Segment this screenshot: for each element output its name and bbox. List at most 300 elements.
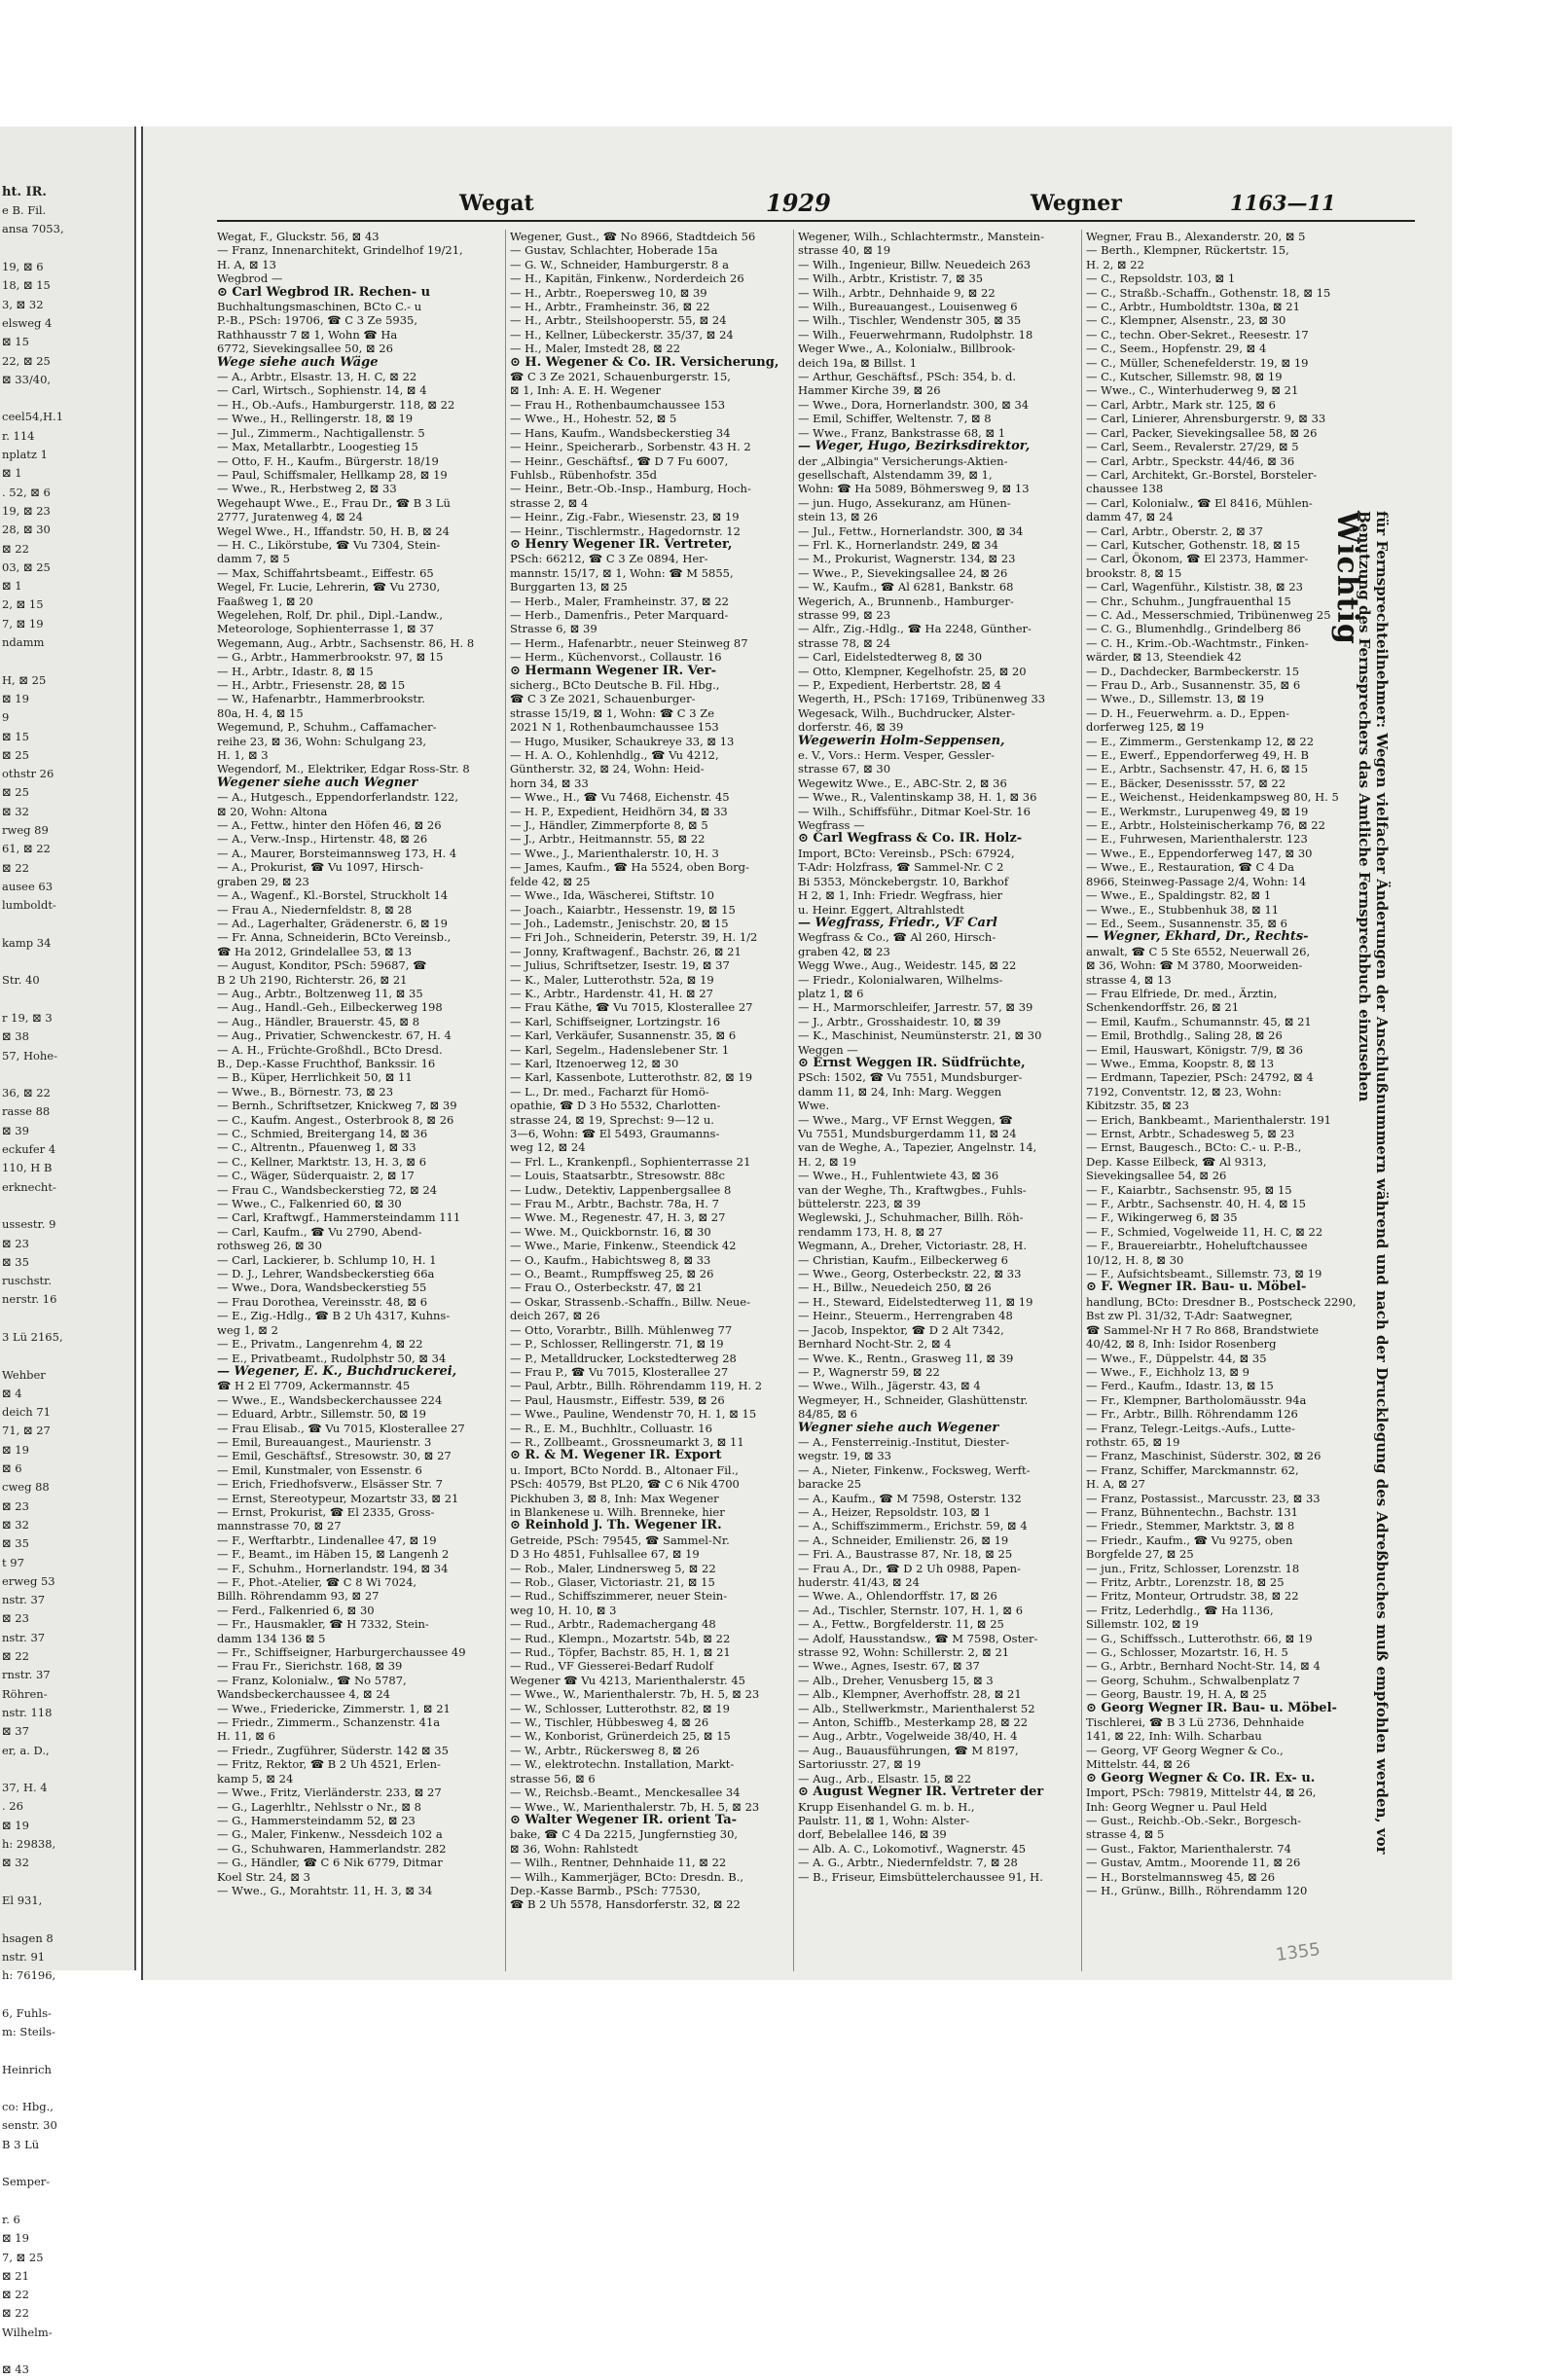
directory-entry-line: PSch: 40579, Bst PL20, ☎ C 6 Nik 4700	[510, 1477, 740, 1492]
directory-entry-line: der „Albingia" Versicherungs-Aktien-	[798, 453, 1008, 468]
directory-entry-line: ⊙ Reinhold J. Th. Wegener IR.	[510, 1518, 722, 1533]
directory-entry-line: — G., Schlosser, Mozartstr. 16, H. 5	[1086, 1645, 1288, 1660]
fragment-line	[0, 2041, 134, 2060]
directory-entry-line: — Louis, Staatsarbtr., Stresowstr. 88c	[510, 1169, 725, 1183]
directory-entry-line: — Otto, Klempner, Kegelhofstr. 25, ⊠ 20	[798, 664, 1027, 678]
directory-entry-line: — Julius, Schriftsetzer, Isestr. 19, ⊠ 37	[510, 958, 730, 973]
fragment-line: erweg 53	[2, 1573, 55, 1588]
directory-entry-line: strasse 78, ⊠ 24	[798, 635, 891, 650]
directory-entry-line: Schenkendorffstr. 26, ⊠ 21	[1086, 1000, 1240, 1015]
directory-entry-line: — F., Schmied, Vogelweide 11, H. C, ⊠ 22	[1086, 1224, 1323, 1239]
notice-text: für Fernsprechteilnehmer: Wegen vielfacher Änderungen der Anschlußnummern während und nach der Drucklegung des Adreßbuches muß empfohlen werden, vor Benutzung des Fernsprechers das Amtliche Fernsprechbuch einzusehen	[1356, 511, 1391, 1855]
directory-entry-line: — Ferd., Kaufm., Idastr. 13, ⊠ 15	[1086, 1379, 1274, 1393]
directory-entry-line: — E., Arbtr., Holsteinischerkamp 76, ⊠ 22	[1086, 818, 1325, 833]
fragment-line	[0, 239, 134, 258]
directory-entry-line: — Carl, Seem., Revalerstr. 27/29, ⊠ 5	[1086, 440, 1299, 454]
directory-entry-line: — Otto, Vorarbtr., Billh. Mühlenweg 77	[510, 1322, 733, 1337]
directory-entry-line: kamp 5, ⊠ 24	[217, 1771, 294, 1785]
directory-entry-line: dorferweg 125, ⊠ 19	[1086, 720, 1205, 735]
directory-entry-line: — Wilh., Kammerjäger, BCto: Dresdn. B.,	[510, 1869, 744, 1884]
directory-entry-line: Wwe.	[798, 1099, 830, 1113]
directory-entry-line: Meteorologe, Sophienterrasse 1, ⊠ 37	[217, 622, 434, 636]
directory-entry-line: — Wwe., W., Marienthalerstr. 7b, H. 5, ⊠ 23	[510, 1687, 760, 1702]
fragment-line: ⊠ 38	[2, 1029, 29, 1044]
directory-entry-line: ⊙ Henry Wegener IR. Vertreter,	[510, 536, 733, 552]
directory-entry-line: sicherg., BCto Deutsche B. Fil. Hbg.,	[510, 678, 720, 692]
directory-entry-line: — Georg, Schuhm., Schwalbenplatz 7	[1086, 1673, 1300, 1687]
directory-entry-line: — G., Schuhwaren, Hammerlandstr. 282	[217, 1841, 447, 1856]
directory-entry-line: H 2, ⊠ 1, Inh: Friedr. Wegfrass, hier	[798, 888, 1003, 903]
fragment-line: ⊠ 43	[2, 2362, 29, 2377]
fragment-line: ⊠ 33/40,	[2, 372, 52, 386]
directory-entry-line: — P., Metalldrucker, Lockstedterweg 28	[510, 1351, 737, 1365]
directory-entry-line: — H., Marmorschleifer, Jarrestr. 57, ⊠ 39	[798, 1000, 1033, 1015]
directory-entry-line: ☎ H 2 El 7709, Ackermannstr. 45	[217, 1379, 411, 1393]
directory-entry-line: — Jul., Fettw., Hornerlandstr. 300, ⊠ 34	[798, 523, 1024, 538]
fragment-line: cweg 88	[2, 1480, 50, 1495]
directory-entry-line: — K., Arbtr., Hardenstr. 41, H. ⊠ 27	[510, 986, 713, 1000]
directory-entry-line: — Wilh., Ingenieur, Billw. Neuedeich 263	[798, 257, 1032, 271]
directory-entry-line: — C., Schmied, Breitergang 14, ⊠ 36	[217, 1127, 428, 1140]
directory-entry-line: — H., Arbtr., Framheinstr. 36, ⊠ 22	[510, 300, 710, 314]
directory-entry-line: Weggen —	[798, 1042, 858, 1057]
fragment-line	[0, 1347, 134, 1365]
fragment-line: ⊠ 19	[2, 1818, 29, 1832]
directory-entry-line: — Friedr., Kolonialwaren, Wilhelms-	[798, 972, 1003, 987]
directory-entry-line: Wandsbeckerchaussee 4, ⊠ 24	[217, 1687, 390, 1702]
directory-entry-line: — A., Prokurist, ☎ Vu 1097, Hirsch-	[217, 860, 423, 875]
directory-entry-line: — Carl, Arbtr., Speckstr. 44/46, ⊠ 36	[1086, 453, 1295, 468]
fragment-line: ⊠ 19	[2, 691, 29, 705]
directory-page	[141, 126, 1452, 1980]
directory-entry-line: — Wwe., Marg., ⅤF Ernst Weggen, ☎	[798, 1112, 1013, 1127]
fragment-line: ⊠ 22	[2, 541, 29, 556]
directory-entry-line: — G., Schiffssch., Lutterothstr. 66, ⊠ 19	[1086, 1631, 1313, 1645]
directory-entry-line: Wegel Wwe., H., Iffandstr. 50, H. B, ⊠ 24	[217, 523, 450, 538]
directory-entry-line: — L., Dr. med., Facharzt für Homö-	[510, 1084, 709, 1099]
fragment-line: ⊠ 21	[2, 2268, 29, 2283]
directory-entry-line: — Wwe., H., Rellingerstr. 18, ⊠ 19	[217, 412, 414, 426]
fragment-line: lumboldt-	[2, 898, 56, 913]
directory-entry-line: — Wwe., F., Eichholz 13, ⊠ 9	[1086, 1364, 1249, 1379]
directory-entry-line: — Wwe., Marie, Finkenw., Steendick 42	[510, 1239, 737, 1253]
fragment-line: 57, Hohe-	[2, 1048, 57, 1063]
directory-entry-line: ⊙ August Wegner IR. Vertreter der	[798, 1785, 1044, 1800]
directory-entry-line: Bst zw Pl. 31/32, T-Adr: Saatwegner,	[1086, 1309, 1293, 1323]
fragment-line	[0, 164, 134, 183]
fragment-line: ⊠ 23	[2, 1498, 29, 1513]
directory-entry-line: ⊠ 36, Wohn: ☎ M 3780, Moorweiden-	[1086, 958, 1303, 973]
directory-entry-line: ⊠ 1, Inh: A. E. H. Wegener	[510, 383, 662, 398]
fragment-line: ⊠ 25	[2, 747, 29, 762]
directory-entry-line: ⊙ H. Wegener & Co. IR. Versicherung,	[510, 354, 779, 370]
fragment-line: ⊠ 6	[2, 1461, 22, 1476]
directory-entry-line: — P., Schlosser, Rellingerstr. 71, ⊠ 19	[510, 1337, 724, 1352]
directory-entry-line: — Max, Schiffahrtsbeamt., Eiffestr. 65	[217, 565, 434, 580]
directory-entry-line: — W., Schlosser, Lutterothstr. 82, ⊠ 19	[510, 1701, 730, 1715]
fragment-line: hsagen 8	[2, 1930, 54, 1945]
fragment-line: ⊠ 15	[2, 729, 29, 743]
directory-entry-line: — G., Lagerhltr., Nehlsstr o Nr., ⊠ 8	[217, 1799, 421, 1814]
directory-entry-line: ⊠ 20, Wohn: Altona	[217, 804, 328, 818]
directory-entry-line: Getreide, PSch: 79545, ☎ Sammel-Nr.	[510, 1533, 730, 1547]
directory-entry-line: — Heinr., Geschäftsf., ☎ D 7 Fu 6007,	[510, 453, 729, 468]
directory-entry-line: — Fr. Anna, Schneiderin, BCto Vereinsb.,	[217, 930, 452, 945]
directory-entry-line: weg 12, ⊠ 24	[510, 1140, 586, 1155]
directory-entry-line: Wegehaupt Wwe., E., Frau Dr., ☎ B 3 Lü	[217, 495, 451, 510]
directory-entry-line: stein 13, ⊠ 26	[798, 510, 878, 524]
directory-entry-line: — Frau Elisab., ☎ Vu 7015, Klosterallee 27	[217, 1421, 465, 1435]
directory-entry-line: — Wwe. K., Rentn., Grasweg 11, ⊠ 39	[798, 1351, 1014, 1365]
directory-entry-line: — Frau H., Rothenbaumchaussee 153	[510, 397, 726, 412]
directory-entry-line: — Rud., Schiffszimmerer, neuer Stein-	[510, 1589, 728, 1604]
fragment-line	[0, 2154, 134, 2173]
directory-entry-line: — Wwe. M., Regenestr. 47, H. 3, ⊠ 27	[510, 1210, 726, 1225]
directory-entry-line: — F., Wikingerweg 6, ⊠ 35	[1086, 1210, 1238, 1225]
directory-entry-line: — Carl, Ökonom, ☎ El 2373, Hammer-	[1086, 552, 1309, 566]
fragment-line: 3 Lü 2165,	[2, 1330, 63, 1344]
directory-entry-line: — Otto, F. H., Kaufm., Bürgerstr. 18/19	[217, 453, 439, 468]
directory-entry-line: — Gustav, Schlachter, Hoberade 15a	[510, 243, 718, 258]
directory-entry-line: — Rob., Maler, Lindnersweg 5, ⊠ 22	[510, 1561, 716, 1575]
fragment-line: 28, ⊠ 30	[2, 523, 51, 537]
directory-entry-line: rendamm 173, H. 8, ⊠ 27	[798, 1224, 943, 1239]
directory-entry-line: — J., Arbtr., Grosshaidestr. 10, ⊠ 39	[798, 1014, 1001, 1028]
directory-entry-line: ⊙ Georg Wegner & Co. IR. Ex- u.	[1086, 1770, 1316, 1785]
fragment-line	[0, 1065, 134, 1084]
directory-entry-line: van der Weghe, Th., Kraftwgbes., Fuhls-	[798, 1182, 1027, 1197]
fragment-line: nerstr. 16	[2, 1292, 57, 1307]
directory-entry-line: — Carl, Packer, Sievekingsallee 58, ⊠ 26	[1086, 425, 1318, 440]
directory-entry-line: — Ernst, Arbtr., Schadesweg 5, ⊠ 23	[1086, 1127, 1295, 1140]
fragment-line	[0, 915, 134, 933]
directory-entry-line: Wegener ☎ Vu 4213, Marienthalerstr. 45	[510, 1673, 745, 1687]
directory-entry-line: Strasse 6, ⊠ 39	[510, 622, 597, 636]
directory-entry-line: — A., Schneider, Emilienstr. 26, ⊠ 19	[798, 1533, 1009, 1547]
directory-entry-line: Wegener, Wilh., Schlachtermstr., Manstein-	[798, 230, 1044, 243]
directory-entry-line: 6772, Sievekingsallee 50, ⊠ 26	[217, 342, 393, 356]
fragment-line: r. 114	[2, 428, 35, 443]
fragment-line: rnstr. 37	[2, 1668, 51, 1682]
adjacent-page-fragment	[0, 126, 136, 2377]
directory-entry-line: — Karl, Kassenbote, Lutterothstr. 82, ⊠ 19	[510, 1070, 753, 1085]
directory-entry-line: u. Import, BCto Nordd. B., Altonaer Fil.,	[510, 1462, 739, 1477]
directory-entry-line: — Wwe., E., Restauration, ☎ C 4 Da	[1086, 860, 1294, 875]
directory-entry-line: — Gust., Reichb.-Ob.-Sekr., Borgesch-	[1086, 1813, 1301, 1827]
directory-entry-line: — Wwe., J., Marienthalerstr. 10, H. 3	[510, 846, 719, 860]
directory-entry-line: — James, Kaufm., ☎ Ha 5524, oben Borg-	[510, 860, 749, 875]
directory-entry-line: strasse 56, ⊠ 6	[510, 1771, 596, 1785]
directory-entry-line: H. A, ⊠ 13	[217, 257, 276, 271]
directory-entry-line: — Ed., Seem., Susannenstr. 35, ⊠ 6	[1086, 916, 1287, 930]
directory-entry-line: bake, ☎ C 4 Da 2215, Jungfernstieg 30,	[510, 1827, 739, 1842]
fragment-line: nstr. 91	[2, 1949, 46, 1964]
directory-entry-line: — C., Altrentn., Pfauenweg 1, ⊠ 33	[217, 1140, 416, 1155]
directory-entry-line: — C., Wäger, Süderquaistr. 2, ⊠ 17	[217, 1169, 415, 1183]
directory-entry-line: — Carl, Kutscher, Gothenstr. 18, ⊠ 15	[1086, 537, 1301, 552]
directory-entry-line: — Aug., Handl.-Geh., Eilbeckerweg 198	[217, 1000, 443, 1015]
directory-entry-line: — Emil, Brothdlg., Saling 28, ⊠ 26	[1086, 1028, 1283, 1043]
fragment-line	[0, 389, 134, 408]
directory-entry-line: — Wilh., Feuerwehrmann, Rudolphstr. 18	[798, 327, 1033, 342]
directory-entry-line: 7192, Conventstr. 12, ⊠ 23, Wohn:	[1086, 1084, 1282, 1099]
directory-entry-line: — Wwe., B., Börnestr. 73, ⊠ 23	[217, 1084, 394, 1099]
directory-entry-line: — C., Müller, Schenefelderstr. 19, ⊠ 19	[1086, 355, 1309, 370]
directory-entry-line: mannstr. 15/17, ⊠ 1, Wohn: ☎ M 5855,	[510, 565, 734, 580]
header-last-entry: Wegner	[1031, 191, 1122, 216]
directory-entry-line: Burggarten 13, ⊠ 25	[510, 580, 628, 595]
directory-entry-line: — Georg, Baustr. 19, H. A, ⊠ 25	[1086, 1687, 1267, 1702]
directory-entry-line: Wegfrass & Co., ☎ Al 260, Hirsch-	[798, 930, 996, 945]
directory-entry-line: — jun. Hugo, Assekuranz, am Hünen-	[798, 495, 1011, 510]
fragment-line	[0, 2079, 134, 2098]
fragment-line: r. 6	[2, 2212, 20, 2226]
directory-entry-line: — C., Kellner, Marktstr. 13, H. 3, ⊠ 6	[217, 1154, 427, 1169]
directory-entry-line: Wegewitz Wwe., E., ABC-Str. 2, ⊠ 36	[798, 775, 1007, 790]
fragment-line: ⊠ 19	[2, 1442, 29, 1457]
directory-entry-line: ⊙ Hermann Wegener IR. Ver-	[510, 663, 717, 678]
directory-entry-line: — Heinr., Tischlermstr., Hagedornstr. 12	[510, 523, 741, 538]
fragment-line: 22, ⊠ 25	[2, 353, 51, 368]
directory-entry-line: — Fr., Schiffseigner, Harburgerchaussee 49	[217, 1645, 466, 1660]
page-number: 1163—11	[1230, 191, 1336, 215]
directory-column-2	[505, 230, 792, 1971]
fragment-line: Wehber	[2, 1367, 46, 1382]
directory-entry-line: — Rud., Arbtr., Rademachergang 48	[510, 1617, 716, 1632]
directory-entry-line: — Berth., Klempner, Rückertstr. 15,	[1086, 243, 1289, 258]
fragment-line: ⊠ 35	[2, 1536, 29, 1551]
fragment-line: ausee 63	[2, 879, 54, 893]
fragment-line: co: Hbg.,	[2, 2100, 54, 2114]
fragment-line: ⊠ 1	[2, 466, 22, 481]
directory-entry-line: baracke 25	[798, 1477, 862, 1492]
fragment-line: eckufer 4	[2, 1142, 56, 1157]
directory-entry-line: — A., Schiffszimmerm., Erichstr. 59, ⊠ 4	[798, 1519, 1028, 1533]
directory-entry-line: — Friedr., Zugführer, Süderstr. 142 ⊠ 35	[217, 1743, 449, 1757]
directory-entry-line: dorf, Bebelallee 146, ⊠ 39	[798, 1827, 947, 1842]
fragment-line: ⊠ 25	[2, 785, 29, 800]
directory-entry-line: Wegendorf, M., Elektriker, Edgar Ross-Str. 8	[217, 762, 470, 776]
directory-entry-line: strasse 24, ⊠ 19, Sprechst: 9—12 u.	[510, 1112, 714, 1127]
page-header	[143, 126, 1452, 224]
directory-entry-line: — W., elektrotechn. Installation, Markt-	[510, 1757, 735, 1772]
directory-entry-line: — Jul., Zimmerm., Nachtigallenstr. 5	[217, 425, 425, 440]
directory-entry-line: — August, Konditor, PSch: 59687, ☎	[217, 958, 427, 973]
directory-entry-line: — Emil, Kaufm., Schumannstr. 45, ⊠ 21	[1086, 1014, 1312, 1028]
directory-entry-line: — Hans, Kaufm., Wandsbeckerstieg 34	[510, 425, 731, 440]
directory-column-1	[217, 230, 499, 1971]
fragment-line: r 19, ⊠ 3	[2, 1010, 53, 1025]
directory-entry-line: — Ferd., Falkenried 6, ⊠ 30	[217, 1603, 375, 1617]
directory-entry-line: — E., Bäcker, Desenissstr. 57, ⊠ 22	[1086, 775, 1286, 790]
directory-entry-line: strasse 2, ⊠ 4	[510, 495, 589, 510]
fragment-line: ⊠ 23	[2, 1236, 29, 1250]
directory-entry-line: — Jacob, Inspektor, ☎ D 2 Alt 7342,	[798, 1322, 1004, 1337]
directory-entry-line: — Ernst, Stereotypeur, Mozartstr 33, ⊠ 21	[217, 1491, 459, 1505]
directory-entry-line: — G., Händler, ☎ C 6 Nik 6779, Ditmar	[217, 1856, 443, 1870]
directory-entry-line: — Carl, Eidelstedterweg 8, ⊠ 30	[798, 650, 983, 665]
fragment-line: erknecht-	[2, 1179, 56, 1194]
directory-entry-line: — E., Zimmerm., Gerstenkamp 12, ⊠ 22	[1086, 734, 1315, 748]
directory-entry-line: handlung, BCto: Dresdner B., Postscheck 2290,	[1086, 1294, 1357, 1309]
directory-entry-line: Wegerich, A., Brunnenb., Hamburger-	[798, 594, 1014, 608]
directory-entry-line: — Wwe., F., Düppelstr. 44, ⊠ 35	[1086, 1351, 1267, 1365]
directory-entry-line: ⊠ 36, Wohn: Rahlstedt	[510, 1841, 638, 1856]
directory-entry-line: — E., Privatm., Langenrehm 4, ⊠ 22	[217, 1337, 423, 1352]
directory-entry-line: Sievekingsallee 54, ⊠ 26	[1086, 1169, 1227, 1183]
fragment-line: 19, ⊠ 23	[2, 503, 51, 518]
directory-entry-line: — D. H., Feuerwehrm. a. D., Eppen-	[1086, 705, 1290, 720]
directory-entry-line: — A. H., Früchte-Großhdl., BCto Dresd.	[217, 1042, 443, 1057]
directory-entry-line: — B., Küper, Herrlichkeit 50, ⊠ 11	[217, 1070, 413, 1085]
directory-entry-line: Wegner, Frau B., Alexanderstr. 20, ⊠ 5	[1086, 230, 1306, 243]
directory-entry-line: — Paul, Schiffsmaler, Hellkamp 28, ⊠ 19	[217, 467, 448, 482]
header-first-entry: Wegat	[459, 191, 534, 216]
header-rule	[217, 220, 1415, 222]
directory-entry-line: — Rud., Töpfer, Bachstr. 85, H. 1, ⊠ 21	[510, 1645, 731, 1660]
directory-entry-line: — Gust., Faktor, Marienthalerstr. 74	[1086, 1841, 1291, 1856]
directory-entry-line: — H., Ob.-Aufs., Hamburgerstr. 118, ⊠ 22	[217, 397, 455, 412]
directory-entry-line: — Aug., Arb., Elsastr. 15, ⊠ 22	[798, 1771, 972, 1785]
directory-entry-line: — Ad., Tischler, Sternstr. 107, H. 1, ⊠ 6	[798, 1603, 1024, 1617]
directory-entry-line: — F., Schuhm., Hornerlandstr. 194, ⊠ 34	[217, 1561, 449, 1575]
directory-entry-line: — H., Grünw., Billh., Röhrendamm 120	[1086, 1883, 1308, 1897]
directory-entry-line: Inh: Georg Wegner u. Paul Held	[1086, 1799, 1268, 1814]
directory-entry-line: — Wwe., G., Morahtstr. 11, H. 3, ⊠ 34	[217, 1883, 433, 1897]
fragment-line: 19, ⊠ 6	[2, 260, 44, 274]
fragment-line: ⊠ 4	[2, 1386, 22, 1400]
directory-entry-line: — W., Kaufm., ☎ Al 6281, Bankstr. 68	[798, 580, 1014, 595]
directory-entry-line: Kibitzstr. 35, ⊠ 23	[1086, 1099, 1189, 1113]
directory-entry-line: — Fritz, Rektor, ☎ B 2 Uh 4521, Erlen-	[217, 1757, 441, 1772]
directory-entry-line: Dep.-Kasse Barmb., PSch: 77530,	[510, 1883, 701, 1897]
directory-entry-line: Fuhlsb., Rübenhofstr. 35d	[510, 467, 657, 482]
directory-entry-line: — C., Straßb.-Schaffn., Gothenstr. 18, ⊠ 15	[1086, 285, 1331, 300]
directory-entry-line: — H., Kellner, Lübeckerstr. 35/37, ⊠ 24	[510, 327, 734, 342]
directory-entry-line: — Herm., Küchenvorst., Collaustr. 16	[510, 650, 722, 665]
directory-entry-line: — Wwe., Wilh., Jägerstr. 43, ⊠ 4	[798, 1379, 981, 1393]
directory-entry-line: — H., Arbtr., Idastr. 8, ⊠ 15	[217, 664, 374, 678]
directory-entry-line: — A., Heizer, Repsoldstr. 103, ⊠ 1	[798, 1504, 991, 1519]
directory-entry-line: — H., Borstelmannsweg 45, ⊠ 26	[1086, 1869, 1276, 1884]
fragment-line: ⊠ 35	[2, 1254, 29, 1269]
directory-entry-line: — Wwe., Emma, Koopstr. 8, ⊠ 13	[1086, 1056, 1275, 1070]
directory-entry-line: — H. C., Likörstube, ☎ Vu 7304, Stein-	[217, 537, 441, 552]
directory-entry-line: rothsweg 26, ⊠ 30	[217, 1239, 322, 1253]
directory-entry-line: horn 34, ⊠ 33	[510, 775, 589, 790]
fragment-line	[0, 126, 134, 145]
directory-entry-line: strasse 4, ⊠ 5	[1086, 1827, 1165, 1842]
directory-entry-line: — H., Arbtr., Friesenstr. 28, ⊠ 15	[217, 678, 406, 692]
directory-entry-line: Wegelehen, Rolf, Dr. phil., Dipl.-Landw.,	[217, 607, 444, 622]
directory-entry-line: — Franz, Bühnentechn., Bachstr. 131	[1086, 1504, 1298, 1519]
fragment-line: ruschstr.	[2, 1274, 53, 1288]
directory-entry-line: — E., Arbtr., Sachsenstr. 47, H. 6, ⊠ 15	[1086, 762, 1309, 776]
directory-entry-line: Import, BCto: Vereinsb., PSch: 67924,	[798, 846, 1015, 860]
directory-entry-line: — Fr., Klempner, Bartholomäusstr. 94a	[1086, 1392, 1307, 1407]
directory-entry-line: — Heinr., Speicherarb., Sorbenstr. 43 H. 2	[510, 440, 751, 454]
directory-entry-line: — Arthur, Geschäftsf., PSch: 354, b. d.	[798, 370, 1017, 384]
directory-entry-line: — O., Beamt., Rumpffsweg 25, ⊠ 26	[510, 1267, 714, 1281]
directory-entry-line: Buchhaltungsmaschinen, BCto C.- u	[217, 300, 422, 314]
directory-entry-line: — Frau D., Arb., Susannenstr. 35, ⊠ 6	[1086, 678, 1301, 692]
directory-entry-line: ☎ C 3 Ze 2021, Schauenburgerstr. 15,	[510, 370, 731, 384]
fragment-line: ⊠ 22	[2, 2306, 29, 2321]
directory-entry-line: — G., Hammersteindamm 52, ⊠ 23	[217, 1813, 416, 1827]
directory-entry-line: — Wwe., H., Hohestr. 52, ⊠ 5	[510, 412, 677, 426]
directory-entry-line: — Emil, Kunstmaler, von Essenstr. 6	[217, 1462, 422, 1477]
directory-entry-line: — Wilh., Tischler, Wendenstr 305, ⊠ 35	[798, 313, 1022, 328]
fragment-line: 2, ⊠ 15	[2, 597, 44, 612]
directory-entry-line: Tischlerei, ☎ B 3 Lü 2736, Dehnhaide	[1086, 1715, 1305, 1730]
directory-entry-line: — Wwe., Pauline, Wendenstr 70, H. 1, ⊠ 15	[510, 1407, 757, 1422]
directory-entry-line: — P., Expedient, Herbertstr. 28, ⊠ 4	[798, 678, 1001, 692]
directory-entry-line: — E., Ewerf., Eppendorferweg 49, H. B	[1086, 748, 1309, 763]
directory-entry-line: — C., Klempner, Alsenstr., 23, ⊠ 30	[1086, 313, 1286, 328]
directory-entry-line: — Paul, Hausmstr., Eiffestr. 539, ⊠ 26	[510, 1392, 725, 1407]
directory-entry-line: — Friedr., Stemmer, Marktstr. 3, ⊠ 8	[1086, 1519, 1295, 1533]
directory-entry-line: — Weger, Hugo, Bezirksdirektor,	[798, 439, 1031, 454]
directory-entry-line: — Aug., Arbtr., Boltzenweg 11, ⊠ 35	[217, 986, 423, 1000]
directory-entry-line: ⊙ F. Wegner IR. Bau- u. Möbel-	[1086, 1280, 1307, 1295]
directory-entry-line: damm 11, ⊠ 24, Inh: Marg. Weggen	[798, 1084, 1002, 1099]
directory-entry-line: — Frau A., Dr., ☎ D 2 Uh 0988, Papen-	[798, 1561, 1021, 1575]
directory-entry-line: — A. G., Arbtr., Niedernfeldstr. 7, ⊠ 28	[798, 1856, 1018, 1870]
directory-entry-line: — C., Kutscher, Sillemstr. 98, ⊠ 19	[1086, 370, 1283, 384]
directory-entry-line: — Wegner, Ekhard, Dr., Rechts-	[1086, 929, 1309, 945]
directory-entry-line: — Frau Fr., Sierichstr. 168, ⊠ 39	[217, 1659, 403, 1674]
directory-entry-line: — Frau M., Arbtr., Bachstr. 78a, H. 7	[510, 1197, 719, 1211]
fragment-line: Str. 40	[2, 973, 40, 988]
directory-entry-line: — Aug., Händler, Brauerstr. 45, ⊠ 8	[217, 1014, 420, 1028]
fragment-line	[0, 652, 134, 670]
directory-entry-line: — Friedr., Zimmerm., Schanzenstr. 41a	[217, 1715, 441, 1730]
directory-entry-line: — Franz, Maschinist, Süderstr. 302, ⊠ 26	[1086, 1449, 1322, 1463]
directory-entry-line: brookstr. 8, ⊠ 15	[1086, 565, 1182, 580]
directory-entry-line: Import, PSch: 79819, Mittelstr 44, ⊠ 26,	[1086, 1785, 1317, 1800]
directory-entry-line: — Franz, Schiffer, Marckmannstr. 62,	[1086, 1462, 1299, 1477]
directory-entry-line: ⊙ Carl Wegbrod IR. Rechen- u	[217, 284, 431, 300]
directory-entry-line: — Herm., Hafenarbtr., neuer Steinweg 87	[510, 635, 748, 650]
directory-entry-line: Wegemund, P., Schuhm., Caffamacher-	[217, 720, 437, 735]
directory-entry-line: Sillemstr. 102, ⊠ 19	[1086, 1617, 1199, 1632]
fragment-line: ⊠ 22	[2, 2288, 29, 2302]
directory-entry-line: — F., Beamt., im Häben 15, ⊠ Langenh 2	[217, 1547, 450, 1562]
directory-entry-line: — Gustav, Amtm., Moorende 11, ⊠ 26	[1086, 1856, 1301, 1870]
directory-entry-line: in Blankenese u. Wilh. Brenneke, hier	[510, 1504, 725, 1519]
fragment-line: ⊠ 1	[2, 579, 22, 594]
directory-entry-line: — E., Werkmstr., Lurupenweg 49, ⊠ 19	[1086, 804, 1309, 818]
directory-entry-line: — Frau O., Osterbeckstr. 47, ⊠ 21	[510, 1280, 704, 1295]
directory-entry-line: Wegner siehe auch Wegener	[798, 1420, 999, 1435]
directory-entry-line: Pickhuben 3, ⊠ 8, Inh: Max Wegener	[510, 1491, 719, 1505]
directory-entry-line: — Wwe., Franz, Bankstrasse 68, ⊠ 1	[798, 425, 1006, 440]
fragment-line: ansa 7053,	[2, 222, 64, 236]
fragment-line: ⊠ 22	[2, 860, 29, 875]
directory-entry-line: — Wilh., Schiffsführ., Ditmar Koel-Str. 16	[798, 804, 1031, 818]
directory-entry-line: Wegemann, Aug., Arbtr., Sachsenstr. 86, H. 8	[217, 635, 475, 650]
directory-entry-line: — Carl, Kaufm., ☎ Vu 2790, Abend-	[217, 1224, 422, 1239]
directory-entry-line: u. Heinr. Eggert, Altrahlstedt	[798, 902, 964, 917]
directory-entry-line: — Fr., Arbtr., Billh. Röhrendamm 126	[1086, 1407, 1298, 1422]
fragment-line: ⊠ 32	[2, 1517, 29, 1532]
directory-entry-line: — C., Seem., Hopfenstr. 29, ⊠ 4	[1086, 342, 1267, 356]
directory-entry-line: — Wwe. A., Ohlendorffstr. 17, ⊠ 26	[798, 1589, 997, 1604]
directory-entry-line: Mittelstr. 44, ⊠ 26	[1086, 1757, 1191, 1772]
directory-entry-line: damm 7, ⊠ 5	[217, 552, 290, 566]
fragment-line	[0, 1197, 134, 1215]
directory-entry-line: — K., Maler, Lutterothstr. 52a, ⊠ 19	[510, 972, 714, 987]
